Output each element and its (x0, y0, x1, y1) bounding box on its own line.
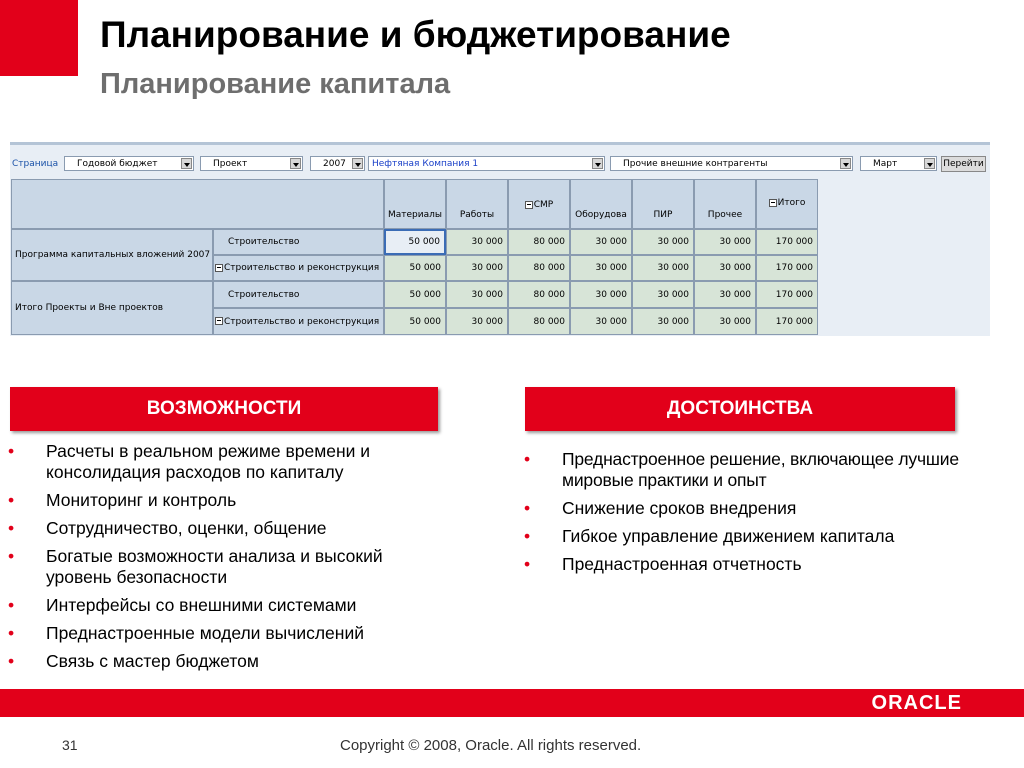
grid-cell[interactable]: 30 000 (446, 255, 508, 281)
grid-cell[interactable]: 30 000 (632, 308, 694, 335)
bullet-icon: • (8, 623, 15, 643)
bullet-icon: • (8, 518, 15, 538)
chevron-down-icon (592, 158, 603, 169)
grid-cell[interactable]: 80 000 (508, 229, 570, 255)
list-item: • Связь с мастер бюджетом (8, 651, 259, 671)
grid-cell[interactable]: 30 000 (446, 308, 508, 335)
page-label: Страница (12, 159, 59, 169)
brand-red-square (0, 0, 78, 76)
page-number: 31 (62, 737, 78, 753)
row-group-header: Итого Проекты и Вне проектов (11, 281, 213, 335)
grid-cell[interactable]: 30 000 (694, 229, 756, 255)
grid-cell[interactable]: 170 000 (756, 308, 818, 335)
list-item: • Сотрудничество, оценки, общение (8, 518, 327, 538)
grid-cell[interactable]: 170 000 (756, 255, 818, 281)
bullet-icon: • (8, 441, 15, 461)
grid-cell[interactable]: 50 000 (384, 281, 446, 308)
grid-cell[interactable]: 80 000 (508, 281, 570, 308)
row-header: Строительство (213, 281, 384, 308)
grid-cell[interactable]: 30 000 (632, 229, 694, 255)
list-item: • Мониторинг и контроль (8, 490, 237, 510)
grid-cell[interactable]: 50 000 (384, 229, 446, 255)
minus-box-icon[interactable] (215, 317, 223, 325)
grid-cell[interactable]: 50 000 (384, 255, 446, 281)
slide-title: Планирование и бюджетирование (100, 14, 731, 55)
grid-cell[interactable]: 30 000 (694, 308, 756, 335)
bullet-icon: • (8, 546, 15, 566)
features-header: ВОЗМОЖНОСТИ (10, 387, 438, 431)
grid-corner (11, 179, 384, 229)
grid-cell[interactable]: 80 000 (508, 308, 570, 335)
company-select[interactable]: Нефтяная Компания 1 (368, 156, 605, 171)
bullet-icon: • (524, 498, 531, 518)
grid-cell[interactable]: 30 000 (694, 255, 756, 281)
list-item: • Интерфейсы со внешними системами (8, 595, 357, 615)
go-button[interactable]: Перейти (941, 156, 986, 172)
column-header: ПИР (632, 179, 694, 229)
month-select[interactable]: Март (860, 156, 937, 171)
grid-cell[interactable]: 80 000 (508, 255, 570, 281)
benefits-header: ДОСТОИНСТВА (525, 387, 955, 431)
chevron-down-icon (290, 158, 301, 169)
grid-cell[interactable]: 30 000 (570, 229, 632, 255)
bullet-icon: • (524, 449, 530, 469)
grid-cell[interactable]: 30 000 (446, 229, 508, 255)
column-header: Оборудова (570, 179, 632, 229)
chevron-down-icon (924, 158, 935, 169)
minus-box-icon[interactable] (525, 201, 533, 209)
oracle-logo: ORACLE (871, 692, 962, 714)
row-header[interactable]: Строительство и реконструкция (213, 308, 384, 335)
bullet-icon: • (524, 554, 531, 574)
counterparty-select[interactable]: Прочие внешние контрагенты (610, 156, 853, 171)
list-item: • Гибкое управление движением капитала (524, 526, 895, 546)
grid-cell[interactable]: 30 000 (446, 281, 508, 308)
year-select[interactable]: 2007 (310, 156, 365, 171)
grid-cell[interactable]: 30 000 (632, 281, 694, 308)
chevron-down-icon (840, 158, 851, 169)
slide-subtitle: Планирование капитала (100, 68, 451, 100)
chevron-down-icon (352, 158, 363, 169)
row-header: Строительство (213, 229, 384, 255)
column-header[interactable]: СМР (508, 179, 570, 229)
features-list (8, 441, 448, 679)
column-header: Прочее (694, 179, 756, 229)
chevron-down-icon (181, 158, 192, 169)
row-group-header: Программа капитальных вложений 2007 (11, 229, 213, 281)
grid-cell[interactable]: 170 000 (756, 229, 818, 255)
column-header: Работы (446, 179, 508, 229)
column-header: Материалы (384, 179, 446, 229)
list-item: • Преднастроенная отчетность (524, 554, 802, 574)
list-item: • Богатые возможности анализа и высокий уровень безопасности (8, 546, 383, 587)
grid-cell[interactable]: 30 000 (570, 281, 632, 308)
grid-cell[interactable]: 30 000 (632, 255, 694, 281)
grid-cell[interactable]: 30 000 (570, 255, 632, 281)
grid-cell[interactable]: 50 000 (384, 308, 446, 335)
budget-select[interactable]: Годовой бюджет (64, 156, 194, 171)
bullet-icon: • (8, 651, 15, 671)
page-toolbar (10, 154, 990, 174)
bullet-icon: • (8, 595, 15, 615)
column-header[interactable]: Итого (756, 179, 818, 229)
benefits-list (524, 449, 1022, 582)
bullet-icon: • (8, 490, 15, 510)
row-header[interactable]: Строительство и реконструкция (213, 255, 384, 281)
list-item: • Преднастроенное решение, включающее лучшие мировые практики и опыт (524, 449, 959, 490)
grid-cell[interactable]: 30 000 (694, 281, 756, 308)
list-item: • Преднастроенные модели вычислений (8, 623, 364, 643)
minus-box-icon[interactable] (215, 264, 223, 272)
project-select[interactable]: Проект (200, 156, 303, 171)
footer-bar (0, 689, 1024, 717)
list-item: • Расчеты в реальном режиме времени и консолидация расходов по капиталу (8, 441, 371, 482)
capital-planning-app (10, 142, 990, 336)
list-item: • Снижение сроков внедрения (524, 498, 797, 518)
grid-cell[interactable]: 30 000 (570, 308, 632, 335)
bullet-icon: • (524, 526, 531, 546)
copyright-text: Copyright © 2008, Oracle. All rights reserved. (340, 737, 642, 754)
minus-box-icon[interactable] (769, 199, 777, 207)
grid-cell[interactable]: 170 000 (756, 281, 818, 308)
